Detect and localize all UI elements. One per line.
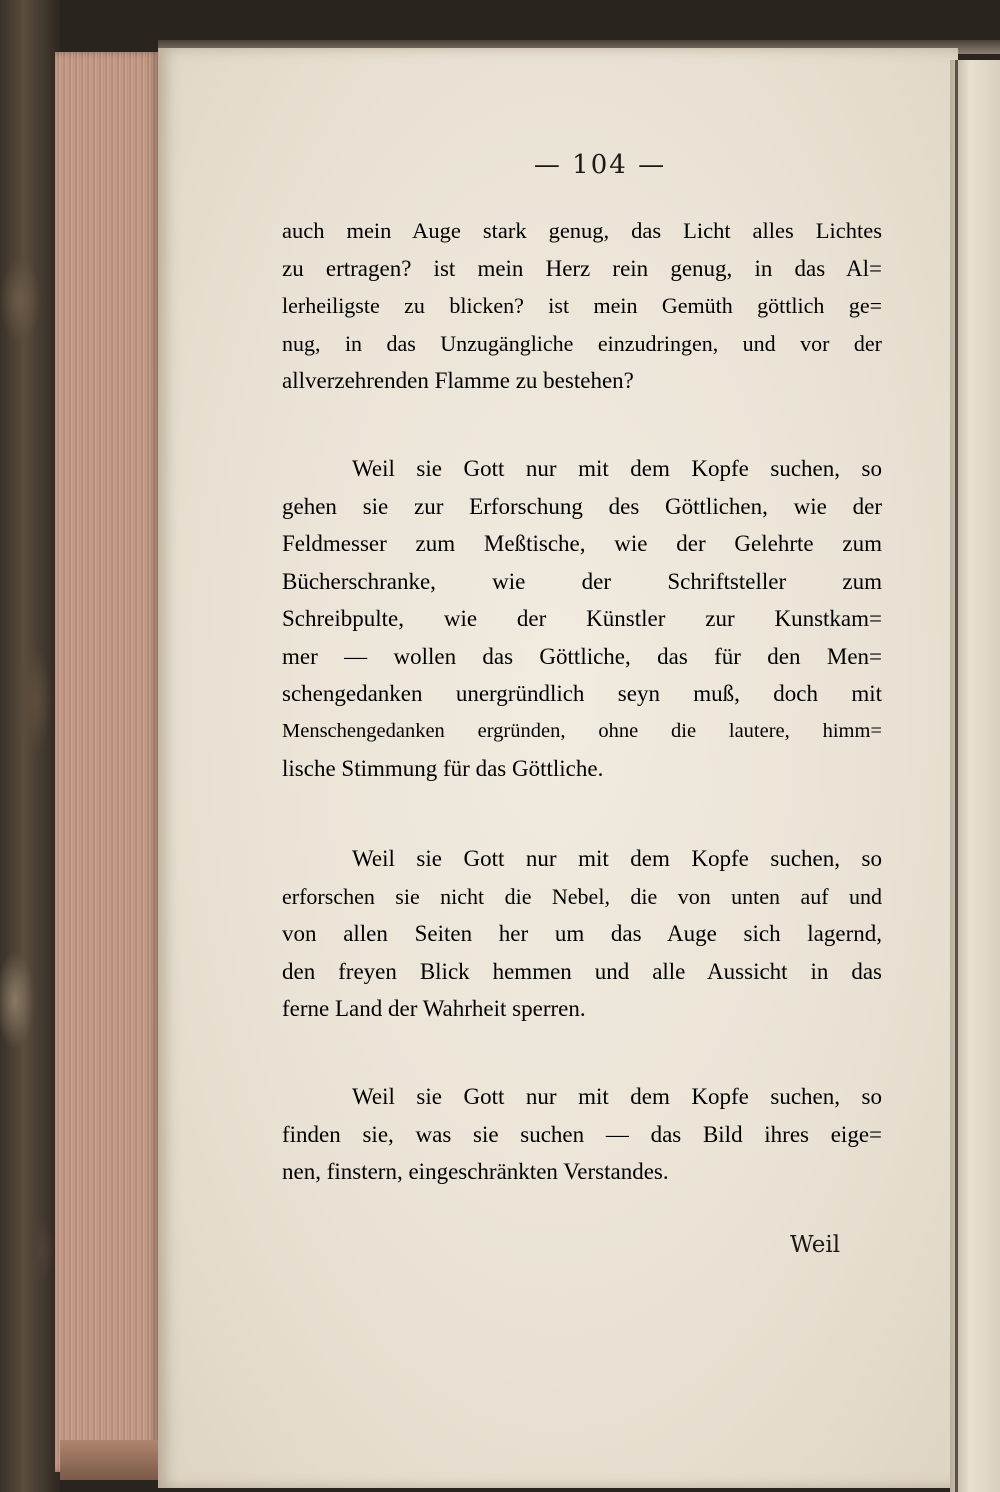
text-line: ferne Land der Wahrheit sperren. [282,996,586,1021]
text-line: erforschen sie nicht die Nebel, die von unten auf und [282,883,882,909]
text-line: lerheiligste zu blicken? ist mein Gemüth göttlich ge= [282,293,882,318]
text-line: auch mein Auge stark genug, das Licht alles Lichtes [282,218,882,243]
text-line: von allen Seiten her um das Auge sich lagernd, [282,921,882,946]
marbled-cover [0,0,60,1492]
text-line: Bücherschranke, wie der Schriftsteller zum [282,568,882,594]
text-line: Menschengedanken ergründen, ohne die lautere, himm= [282,719,882,742]
text-line: Feldmesser zum Meßtische, wie der Gelehrte zum [282,531,882,556]
text-line: zu ertragen? ist mein Herz rein genug, in das Al= [282,255,882,281]
text-line: Weil sie Gott nur mit dem Kopfe suchen, so [352,846,882,871]
text-line: nen, finstern, eingeschränkten Verstandes. [282,1159,669,1184]
text-line: Weil sie Gott nur mit dem Kopfe suchen, so [352,456,882,481]
text-line: Weil sie Gott nur mit dem Kopfe suchen, so [352,1084,882,1109]
page-edges [55,52,160,1472]
paragraph-2 [282,450,882,788]
page-edges-bottom [60,1440,170,1480]
catchword: Weil [790,1232,841,1258]
text-line: finden sie, was sie suchen — das Bild ihres eige= [282,1121,882,1147]
text-line: allverzehrenden Flamme zu bestehen? [282,368,634,393]
text-line: Schreibpulte, wie der Künstler zur Kunstkam= [282,606,882,631]
text-line: schengedanken unergründlich seyn muß, doch mit [282,681,882,706]
text-line: mer — wollen das Göttliche, das für den Men= [282,643,882,669]
text-line: lische Stimmung für das Göttliche. [282,756,604,781]
gutter-line [955,60,958,1492]
text-line: den freyen Blick hemmen und alle Aussicht in das [282,958,882,984]
text-line: gehen sie zur Erforschung des Göttlichen, wie der [282,493,882,519]
paragraph-1 [282,212,882,400]
paragraph-3 [282,840,882,1028]
text-line: nug, in das Unzugängliche einzudringen, und vor der [282,330,882,356]
paragraph-4 [282,1078,882,1191]
page-number: — 104 — [533,150,667,180]
